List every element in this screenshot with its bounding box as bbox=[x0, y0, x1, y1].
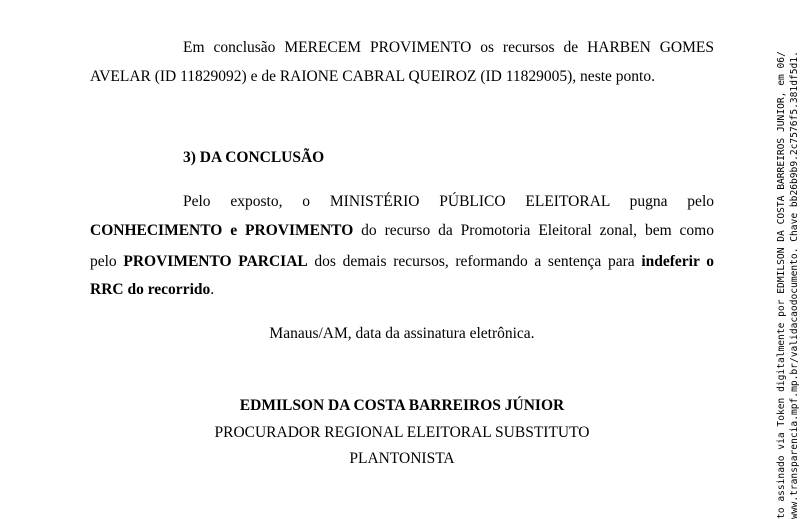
section-heading: 3) DA CONCLUSÃO bbox=[183, 149, 325, 166]
text-line: AVELAR (ID 11829092) e de RAIONE CABRAL QUEIROZ (ID 11829005), neste ponto. bbox=[90, 68, 655, 85]
digital-signature-note bbox=[776, 0, 801, 519]
final-paragraph-line3 bbox=[90, 249, 714, 276]
signature-note-line2: www.transparencia.mpf.mp.br/validacaodocumento. Chave bb26b9b9.2c7576f5.381df5d1. bbox=[788, 51, 800, 519]
text-line: Pelo exposto, o MINISTÉRIO PÚBLICO ELEITORAL pugna pelo bbox=[183, 193, 714, 210]
place-date: Manaus/AM, data da assinatura eletrônica. bbox=[269, 325, 535, 342]
text-line: Em conclusão MERECEM PROVIMENTO os recursos de HARBEN GOMES bbox=[183, 39, 714, 56]
signature-note-line1: to assinado via Token digitalmente por EDMILSON DA COSTA BARREIROS JUNIOR, em 06/ bbox=[776, 51, 787, 519]
bold-text: PROVIMENTO PARCIAL bbox=[123, 253, 308, 270]
text-line: dos demais recursos, reformando a sentença para bbox=[307, 253, 642, 270]
final-paragraph-line2 bbox=[90, 218, 714, 245]
conclusion-paragraph-line2 bbox=[90, 64, 714, 91]
bold-text: RRC do recorrido bbox=[90, 281, 211, 298]
text-line: . bbox=[210, 281, 215, 298]
conclusion-paragraph-line1 bbox=[90, 35, 714, 62]
bold-text: indeferir o bbox=[641, 253, 714, 270]
signer-role: PROCURADOR REGIONAL ELEITORAL SUBSTITUTO bbox=[214, 424, 590, 441]
final-paragraph-line1 bbox=[90, 189, 714, 216]
bold-text: CONHECIMENTO e PROVIMENTO bbox=[90, 222, 354, 239]
text-line: pelo bbox=[90, 253, 124, 270]
final-paragraph-line4 bbox=[90, 277, 714, 304]
signer-duty: PLANTONISTA bbox=[349, 450, 455, 467]
signer-name: EDMILSON DA COSTA BARREIROS JÚNIOR bbox=[239, 397, 565, 414]
text-line: do recurso da Promotoria Eleitoral zonal, bem como bbox=[353, 222, 714, 239]
